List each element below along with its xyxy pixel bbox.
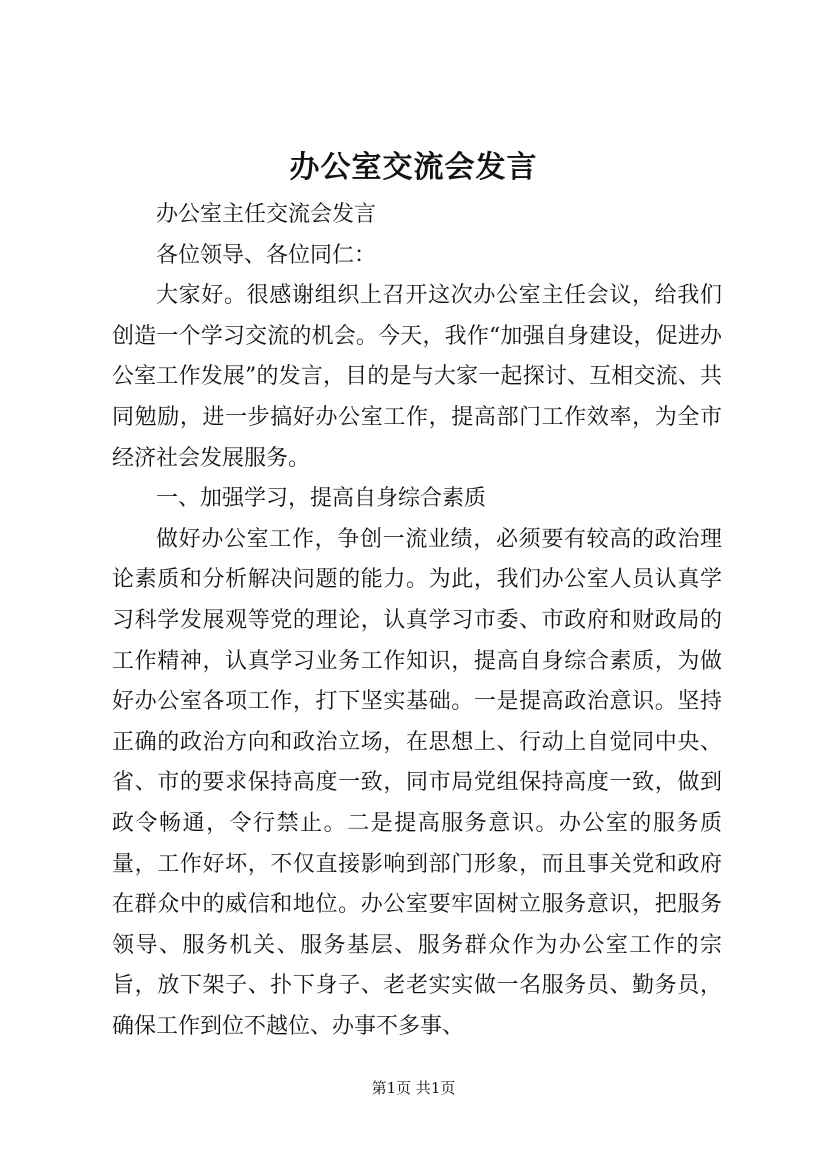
- section-heading: 一、加强学习，提高自身综合素质: [156, 486, 487, 512]
- paragraph-section-body: 做好办公室工作，争创一流业绩，必须要有较高的政治理论素质和分析解决问题的能力。为此，我们办公室人员认真学习科学发展观等党的理论，认真学习市委、市政府和财政局的工作精神，认真学习业务工作知识，提高自身综合素质，为做好办公室各项工作，打下坚实基础。一是提高政治意识。坚持正确的政治方向和政治立场，在思想上、行动上自觉同中央、省、市的要求保持高度一致，同市局党组保持高度一致，做到政令畅通，令行禁止。二是提高服务意识。办公室的服务质量，工作好坏，不仅直接影响到部门形象，而且事关党和政府在群众中的威信和地位。办公室要牢固树立服务意识，把服务领导、服务机关、服务基层、服务群众作为办公室工作的宗旨，放下架子、扑下身子、老老实实做一名服务员、勤务员，确保工作到位不越位、办事不多事、: [112, 526, 722, 1039]
- paragraph-salutation: 各位领导、各位同仁：: [156, 242, 377, 268]
- document-title: 办公室交流会发言: [289, 150, 538, 185]
- paragraph-greeting: 大家好。很感谢组织上召开这次办公室主任会议，给我们创造一个学习交流的机会。今天，我作“加强自身建设，促进办公室工作发展”的发言，目的是与大家一起探讨、互相交流、共同勉励，进一步搞好办公室工作，提高部门工作效率，为全市经济社会发展服务。: [112, 283, 722, 471]
- paragraph-subtitle: 办公室主任交流会发言: [156, 202, 377, 227]
- page-footer: 第1页 共1页: [371, 1079, 456, 1097]
- document-body: [112, 195, 722, 1047]
